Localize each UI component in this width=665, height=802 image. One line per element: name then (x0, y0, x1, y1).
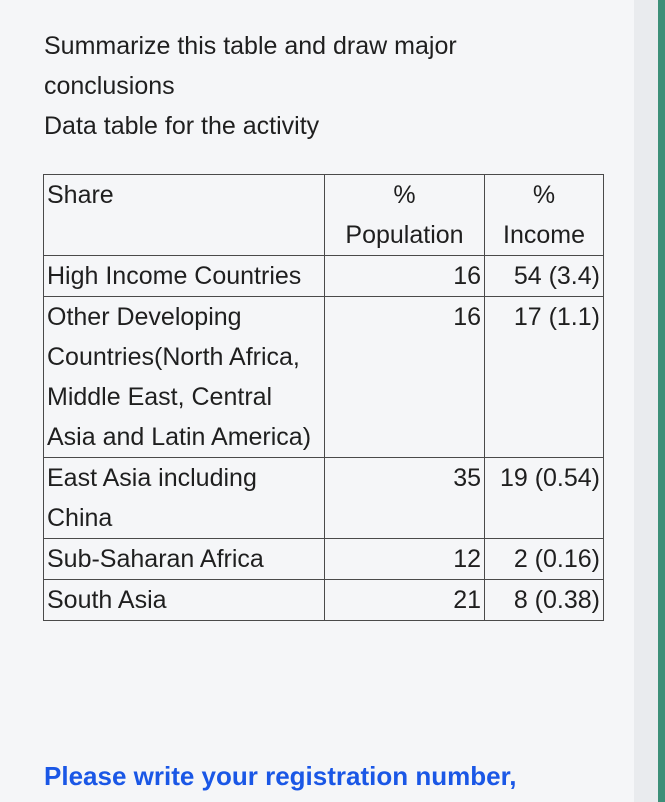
table-row (44, 458, 604, 539)
population-cell: 35 (325, 458, 485, 539)
income-cell: 2 (0.16) (485, 539, 604, 580)
header-income-label: Income (503, 221, 585, 249)
question-line-2: conclusions (44, 72, 175, 100)
region-cell: South Asia (44, 580, 325, 621)
table-header-row (44, 175, 604, 256)
table-row (44, 580, 604, 621)
header-income (485, 175, 604, 256)
region-cell: Sub-Saharan Africa (44, 539, 325, 580)
income-cell: 17 (1.1) (485, 297, 604, 458)
question-line-1: Summarize this table and draw major (44, 32, 457, 60)
region-cell: Other Developing Countries(North Africa, Middle East, Central Asia and Latin America) (44, 297, 325, 458)
population-cell: 12 (325, 539, 485, 580)
population-cell: 16 (325, 256, 485, 297)
header-population-symbol: % (393, 181, 416, 209)
data-table (43, 174, 604, 621)
population-cell: 16 (325, 297, 485, 458)
registration-note: Please write your registration number, (44, 761, 517, 791)
question-line-3: Data table for the activity (44, 112, 320, 140)
edge-accent-bar (658, 0, 665, 802)
region-cell: High Income Countries (44, 256, 325, 297)
header-income-symbol: % (532, 181, 556, 209)
income-cell: 54 (3.4) (485, 256, 604, 297)
header-population (325, 175, 485, 256)
header-population-label: Population (345, 221, 464, 249)
income-cell: 8 (0.38) (485, 580, 604, 621)
region-cell: East Asia including China (44, 458, 325, 539)
question-text (44, 26, 604, 146)
table-row (44, 256, 604, 297)
population-cell: 21 (325, 580, 485, 621)
table-row (44, 297, 604, 458)
header-share: Share (44, 175, 325, 256)
table-row (44, 539, 604, 580)
income-cell: 19 (0.54) (485, 458, 604, 539)
